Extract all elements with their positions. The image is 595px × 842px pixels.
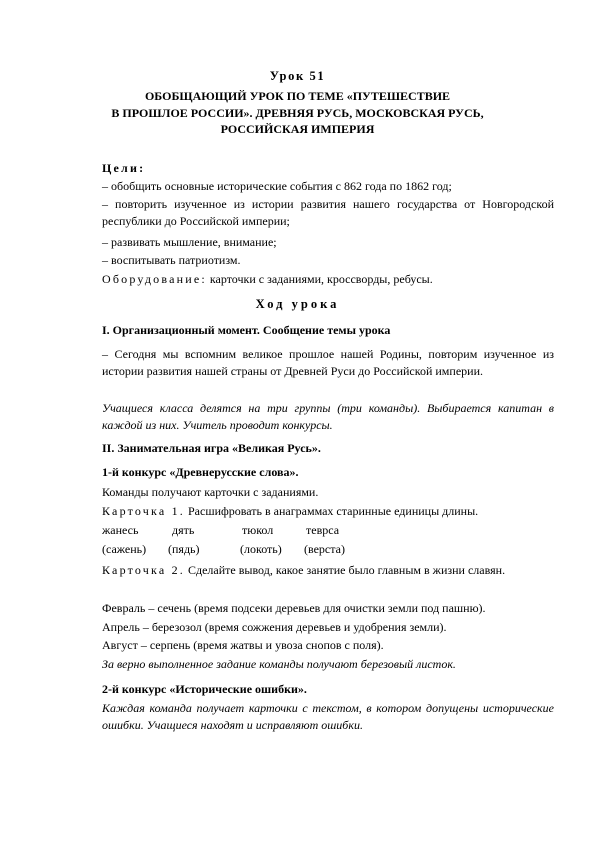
title-line: РОССИЙСКАЯ ИМПЕРИЯ	[220, 122, 375, 136]
contest2-heading: 2-й конкурс «Исторические ошибки».	[102, 682, 307, 696]
equipment-label: Оборудование:	[102, 272, 207, 286]
goal-item: – обобщить основные исторические события с 862 года по 1862 год;	[102, 179, 452, 193]
card2-paragraph	[102, 562, 554, 579]
anagram-answer: (локоть)	[240, 542, 282, 556]
anagram: теврса	[306, 523, 340, 537]
anagram-answer: (пядь)	[168, 542, 200, 556]
goal-item: – воспитывать патриотизм.	[102, 253, 241, 267]
course-heading: Ход урока	[255, 297, 340, 311]
contest2-text: Каждая команда получает карточки с текстом, в котором допущены исторические ошибки. Учащиеся находят и исправляют ошибки.	[102, 701, 554, 732]
anagram: дять	[172, 523, 195, 537]
card2-label: Карточка 2.	[102, 563, 185, 577]
goal-item: – повторить изученное из истории развития нашего государства от Новгородской республики до Российской империи;	[102, 197, 554, 228]
section2-heading: II. Занимательная игра «Великая Русь».	[102, 441, 321, 455]
anagram-answer: (верста)	[304, 542, 345, 556]
contest1-intro: Команды получают карточки с заданиями.	[102, 485, 319, 499]
section1-italic: Учащиеся класса делятся на три группы (три команды). Выбирается капитан в каждой из них. Учитель проводит конкурсы.	[102, 401, 554, 432]
goal-item: – развивать мышление, внимание;	[102, 235, 277, 249]
equipment-line	[102, 271, 554, 287]
card2-text: Сделайте вывод, какое занятие было главным в жизни славян.	[185, 563, 506, 577]
month-line: Апрель – березозол (время сожжения деревьев и удобрения земли).	[102, 620, 447, 634]
reward-text: За верно выполненное задание команды получают березовый листок.	[102, 657, 456, 671]
contest1-heading: 1-й конкурс «Древнерусские слова».	[102, 465, 299, 479]
equipment-text: карточки с заданиями, кроссворды, ребусы.	[206, 272, 433, 286]
card1-text: Расшифровать в анаграммах старинные единицы длины.	[185, 504, 479, 518]
card1-line	[102, 503, 554, 519]
anagram-answer: (сажень)	[102, 542, 147, 556]
anagram: жанесь	[102, 523, 139, 537]
section1-text: – Сегодня мы вспомним великое прошлое нашей Родины, повторим изученное из истории развития нашей страны от Древней Руси до Российской империи.	[102, 347, 554, 378]
lesson-number: Урок 51	[269, 69, 326, 83]
month-line: Август – серпень (время жатвы и увоза снопов с поля).	[102, 638, 384, 652]
month-line: Февраль – сечень (время подсеки деревьев для очистки земли под пашню).	[102, 601, 486, 615]
title-line: В ПРОШЛОЕ РОССИИ». ДРЕВНЯЯ РУСЬ, МОСКОВСКАЯ РУСЬ,	[111, 105, 484, 120]
title-line: ОБОБЩАЮЩИЙ УРОК ПО ТЕМЕ «ПУТЕШЕСТВИЕ	[144, 89, 451, 103]
card1-label: Карточка 1.	[102, 504, 185, 518]
section1-heading: I. Организационный момент. Сообщение темы урока	[102, 323, 391, 337]
goals-heading: Цели:	[102, 161, 146, 175]
lesson-title	[60, 88, 535, 138]
anagram: тюкол	[242, 523, 274, 537]
